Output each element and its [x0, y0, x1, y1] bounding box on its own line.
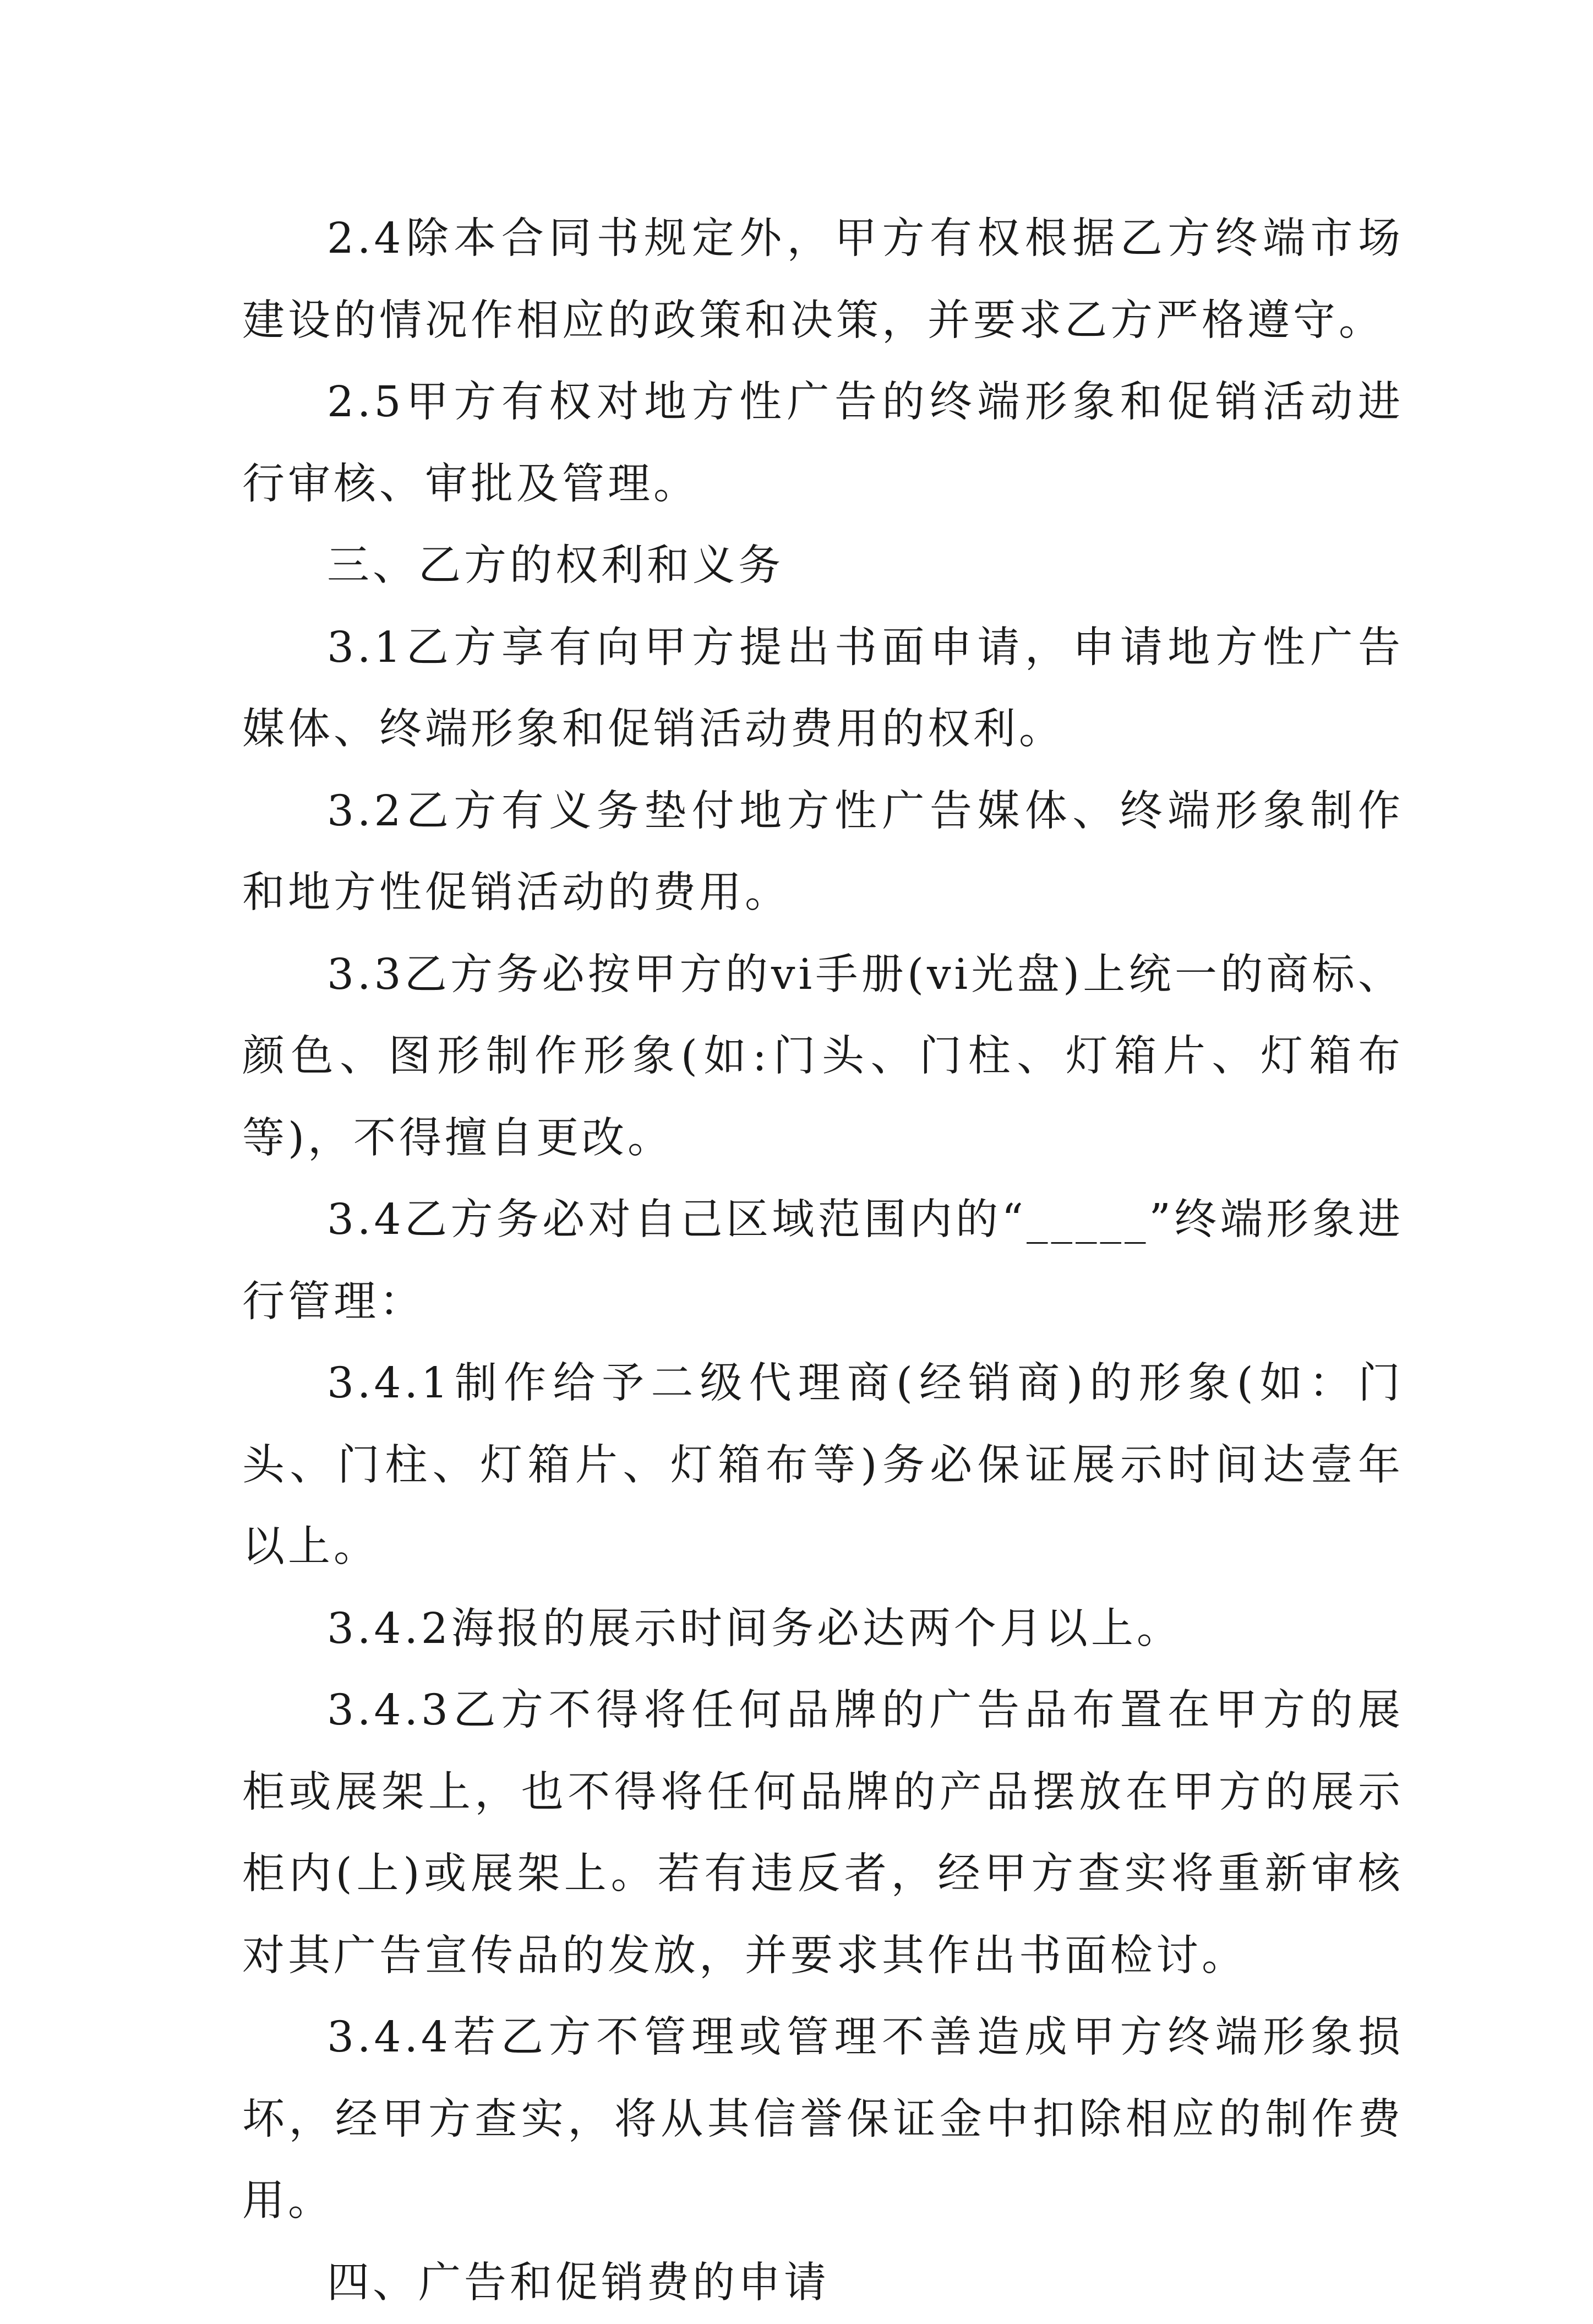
clause-2-5: 2.5甲方有权对地方性广告的终端形象和促销活动进行审核、审批及管理。: [242, 362, 1404, 525]
clause-3-4-1: 3.4.1制作给予二级代理商(经销商)的形象(如：门头、门柱、灯箱片、灯箱布等)务必保证展示时间达壹年以上。: [242, 1343, 1404, 1588]
clause-3-4-4: 3.4.4若乙方不管理或管理不善造成甲方终端形象损坏，经甲方查实，将从其信誉保证金中扣除相应的制作费用。: [242, 1997, 1404, 2243]
clause-3-3: 3.3乙方务必按甲方的vi手册(vi光盘)上统一的商标、颜色、图形制作形象(如:门头、门柱、灯箱片、灯箱布等)，不得擅自更改。: [242, 934, 1404, 1180]
document-body: [242, 198, 1404, 2324]
section-heading-3: 三、乙方的权利和义务: [242, 525, 1404, 607]
section-heading-4: 四、广告和促销费的申请: [242, 2243, 1404, 2324]
clause-2-4: 2.4除本合同书规定外，甲方有权根据乙方终端市场建设的情况作相应的政策和决策，并要求乙方严格遵守。: [242, 198, 1404, 362]
clause-3-1: 3.1乙方享有向甲方提出书面申请，申请地方性广告媒体、终端形象和促销活动费用的权利。: [242, 607, 1404, 771]
clause-3-2: 3.2乙方有义务垫付地方性广告媒体、终端形象制作和地方性促销活动的费用。: [242, 771, 1404, 934]
clause-3-4-3: 3.4.3乙方不得将任何品牌的广告品布置在甲方的展柜或展架上，也不得将任何品牌的产品摆放在甲方的展示柜内(上)或展架上。若有违反者，经甲方查实将重新审核对其广告宣传品的发放，并要求其作出书面检讨。: [242, 1670, 1404, 1997]
clause-3-4: 3.4乙方务必对自己区域范围内的“_____”终端形象进行管理：: [242, 1179, 1404, 1343]
clause-3-4-2: 3.4.2海报的展示时间务必达两个月以上。: [242, 1588, 1404, 1670]
